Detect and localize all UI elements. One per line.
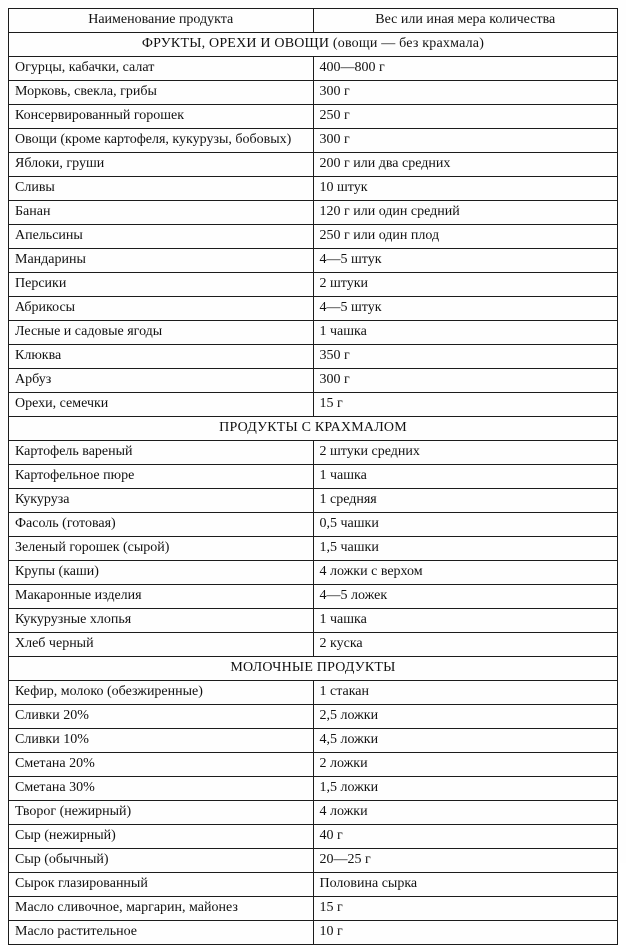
table-row <box>9 753 618 777</box>
product-name-cell: Сливки 20% <box>9 705 314 729</box>
measure-cell: 2 штуки <box>313 273 618 297</box>
measure-cell: 300 г <box>313 129 618 153</box>
measure-cell: 4—5 ложек <box>313 585 618 609</box>
measure-cell: 1 стакан <box>313 681 618 705</box>
measure-cell: 1 чашка <box>313 321 618 345</box>
table-row <box>9 921 618 945</box>
table-row <box>9 849 618 873</box>
product-name-cell: Консервированный горошек <box>9 105 314 129</box>
product-name-cell: Банан <box>9 201 314 225</box>
table-row <box>9 489 618 513</box>
product-name-cell: Морковь, свекла, грибы <box>9 81 314 105</box>
measure-cell: 15 г <box>313 897 618 921</box>
product-name-cell: Сливки 10% <box>9 729 314 753</box>
table-row <box>9 609 618 633</box>
section-header-row <box>9 33 618 57</box>
table-row <box>9 177 618 201</box>
product-name-cell: Сметана 30% <box>9 777 314 801</box>
section-title: МОЛОЧНЫЕ ПРОДУКТЫ <box>9 657 618 681</box>
measure-cell: 4—5 штук <box>313 249 618 273</box>
table-row <box>9 465 618 489</box>
measure-cell: 350 г <box>313 345 618 369</box>
table-row <box>9 369 618 393</box>
measure-cell: 400—800 г <box>313 57 618 81</box>
product-name-cell: Абрикосы <box>9 297 314 321</box>
measure-cell: 1 чашка <box>313 465 618 489</box>
table-row <box>9 393 618 417</box>
table-row <box>9 825 618 849</box>
table-row <box>9 273 618 297</box>
product-name-cell: Сметана 20% <box>9 753 314 777</box>
product-name-cell: Апельсины <box>9 225 314 249</box>
product-name-cell: Орехи, семечки <box>9 393 314 417</box>
measure-cell: 300 г <box>313 81 618 105</box>
measure-cell: 200 г или два средних <box>313 153 618 177</box>
measure-cell: 1 чашка <box>313 609 618 633</box>
measure-cell: 1,5 ложки <box>313 777 618 801</box>
measure-cell: 4 ложки с верхом <box>313 561 618 585</box>
header-row <box>9 9 618 33</box>
product-name-cell: Макаронные изделия <box>9 585 314 609</box>
table-row <box>9 129 618 153</box>
table-row <box>9 729 618 753</box>
measure-cell: 2 штуки средних <box>313 441 618 465</box>
product-name-cell: Клюква <box>9 345 314 369</box>
measure-cell: 10 г <box>313 921 618 945</box>
measure-cell: 2,5 ложки <box>313 705 618 729</box>
table-row <box>9 201 618 225</box>
product-name-cell: Лесные и садовые ягоды <box>9 321 314 345</box>
table-row <box>9 345 618 369</box>
product-name-cell: Огурцы, кабачки, салат <box>9 57 314 81</box>
measure-cell: 4,5 ложки <box>313 729 618 753</box>
table-row <box>9 321 618 345</box>
product-name-cell: Масло растительное <box>9 921 314 945</box>
product-name-cell: Фасоль (готовая) <box>9 513 314 537</box>
measure-cell: 40 г <box>313 825 618 849</box>
table-row <box>9 249 618 273</box>
product-name-cell: Мандарины <box>9 249 314 273</box>
measure-cell: Половина сырка <box>313 873 618 897</box>
measure-cell: 0,5 чашки <box>313 513 618 537</box>
section-title: ПРОДУКТЫ С КРАХМАЛОМ <box>9 417 618 441</box>
measure-cell: 15 г <box>313 393 618 417</box>
table-header <box>9 9 618 33</box>
measure-cell: 1,5 чашки <box>313 537 618 561</box>
measure-cell: 2 куска <box>313 633 618 657</box>
product-name-cell: Зеленый горошек (сырой) <box>9 537 314 561</box>
measure-cell: 10 штук <box>313 177 618 201</box>
table-row <box>9 705 618 729</box>
product-name-cell: Хлеб черный <box>9 633 314 657</box>
section-header-row <box>9 657 618 681</box>
table-row <box>9 585 618 609</box>
column-header-product-name: Наименование продукта <box>9 9 314 33</box>
product-name-cell: Овощи (кроме картофеля, кукурузы, бобовых) <box>9 129 314 153</box>
product-name-cell: Крупы (каши) <box>9 561 314 585</box>
product-name-cell: Картофельное пюре <box>9 465 314 489</box>
section-title: ФРУКТЫ, ОРЕХИ И ОВОЩИ (овощи — без крахмала) <box>9 33 618 57</box>
product-name-cell: Яблоки, груши <box>9 153 314 177</box>
measure-cell: 4 ложки <box>313 801 618 825</box>
measure-cell: 20—25 г <box>313 849 618 873</box>
product-name-cell: Масло сливочное, маргарин, майонез <box>9 897 314 921</box>
table-row <box>9 105 618 129</box>
table-row <box>9 297 618 321</box>
measure-cell: 4—5 штук <box>313 297 618 321</box>
table-row <box>9 777 618 801</box>
product-name-cell: Кукурузные хлопья <box>9 609 314 633</box>
measure-cell: 300 г <box>313 369 618 393</box>
product-name-cell: Кефир, молоко (обезжиренные) <box>9 681 314 705</box>
table-row <box>9 81 618 105</box>
product-name-cell: Сливы <box>9 177 314 201</box>
measure-cell: 2 ложки <box>313 753 618 777</box>
table-row <box>9 681 618 705</box>
measure-cell: 120 г или один средний <box>313 201 618 225</box>
table-row <box>9 57 618 81</box>
product-name-cell: Сыр (нежирный) <box>9 825 314 849</box>
product-name-cell: Персики <box>9 273 314 297</box>
table-row <box>9 153 618 177</box>
measure-cell: 1 средняя <box>313 489 618 513</box>
table-row <box>9 633 618 657</box>
section-header-row <box>9 417 618 441</box>
product-name-cell: Сырок глазированный <box>9 873 314 897</box>
table-row <box>9 513 618 537</box>
table-row <box>9 873 618 897</box>
table-row <box>9 537 618 561</box>
measure-cell: 250 г или один плод <box>313 225 618 249</box>
table-row <box>9 897 618 921</box>
table-row <box>9 225 618 249</box>
table-row <box>9 561 618 585</box>
table-row <box>9 801 618 825</box>
table-row <box>9 441 618 465</box>
product-name-cell: Творог (нежирный) <box>9 801 314 825</box>
product-name-cell: Картофель вареный <box>9 441 314 465</box>
product-name-cell: Кукуруза <box>9 489 314 513</box>
product-name-cell: Арбуз <box>9 369 314 393</box>
measure-cell: 250 г <box>313 105 618 129</box>
table-body <box>9 33 618 945</box>
product-name-cell: Сыр (обычный) <box>9 849 314 873</box>
column-header-measure: Вес или иная мера количества <box>313 9 618 33</box>
product-measure-table <box>8 8 618 945</box>
